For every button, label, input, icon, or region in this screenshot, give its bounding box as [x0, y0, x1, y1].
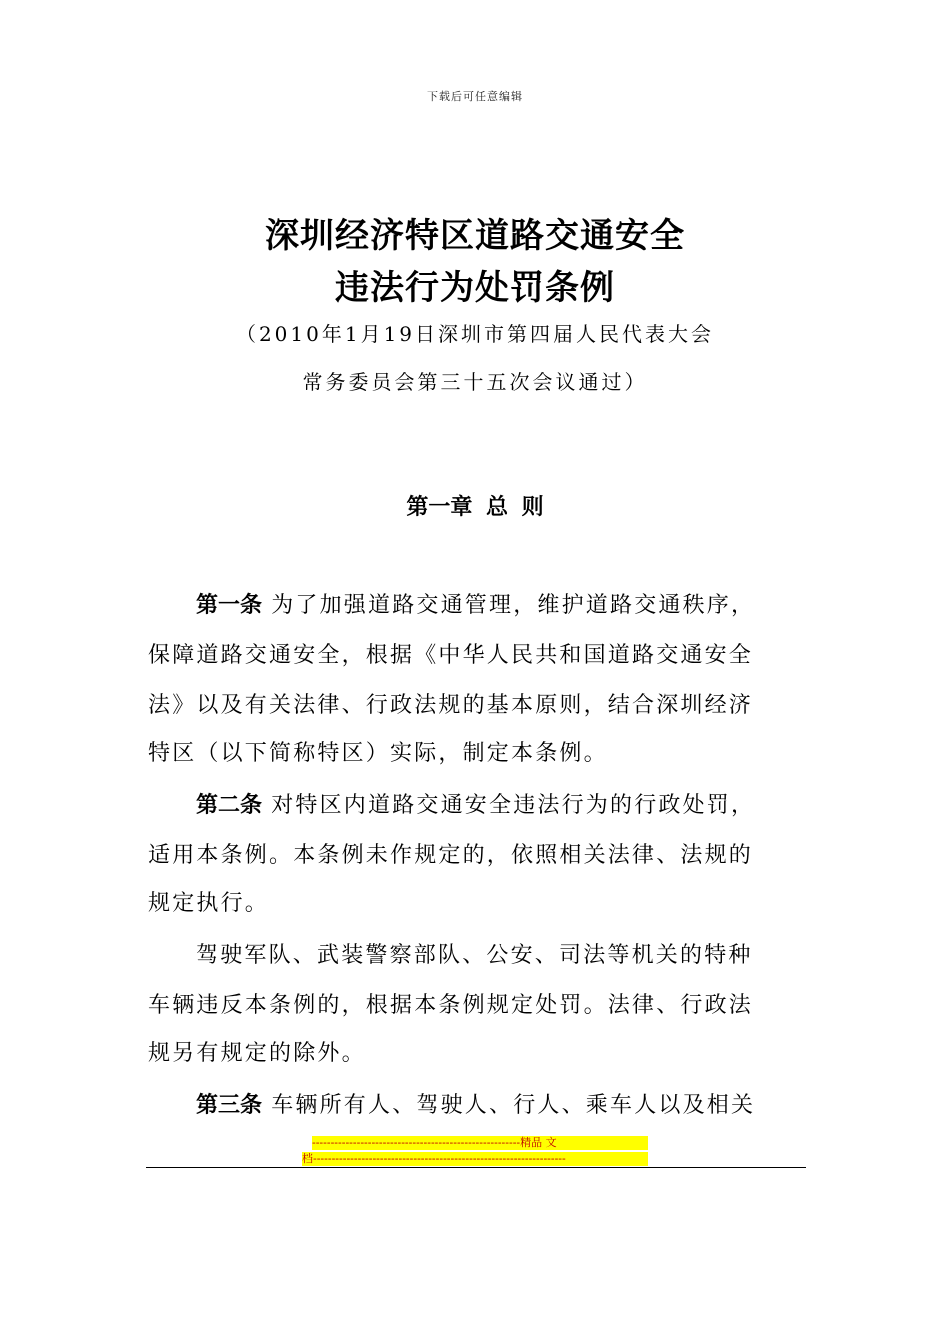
article-3-label: 第三条	[196, 1093, 263, 1118]
article-2-line3: 规定执行。	[148, 891, 270, 916]
article-1-label: 第一条	[196, 593, 263, 618]
header-note: 下载后可任意编辑	[427, 90, 523, 103]
article-2-line1	[196, 788, 808, 819]
article-1-text: 为了加强道路交通管理，维护道路交通秩序，	[262, 593, 756, 618]
chapter-heading: 第一章 总 则	[406, 495, 544, 520]
article-3-line1	[196, 1088, 808, 1119]
footer-watermark-line2: 档--------------------------------------------------------------------	[302, 1152, 648, 1166]
article-1-line3: 法》以及有关法律、行政法规的基本原则，结合深圳经济	[148, 693, 754, 718]
document-title-line1: 深圳经济特区道路交通安全	[265, 216, 685, 256]
footer-watermark-line1: --------------------------------------------------------精品 文	[312, 1136, 648, 1150]
article-2-text: 对特区内道路交通安全违法行为的行政处罚，	[262, 793, 756, 818]
adoption-note-line1: （2010年1月19日深圳市第四届人民代表大会	[235, 322, 715, 346]
article-2-para2-line1: 驾驶军队、武装警察部队、公安、司法等机关的特种	[196, 943, 753, 968]
article-1-line4: 特区（以下简称特区）实际，制定本条例。	[148, 741, 608, 766]
article-2-para2-line3: 规另有规定的除外。	[148, 1041, 366, 1066]
adoption-note-line2: 常务委员会第三十五次会议通过）	[302, 370, 648, 394]
article-3-text: 车辆所有人、驾驶人、行人、乘车人以及相关	[262, 1093, 756, 1118]
article-1-line1	[196, 588, 808, 619]
footer-divider	[146, 1167, 806, 1168]
article-2-line2: 适用本条例。本条例未作规定的，依照相关法律、法规的	[148, 843, 754, 868]
article-1-line2: 保障道路交通安全，根据《中华人民共和国道路交通安全	[148, 643, 754, 668]
article-2-label: 第二条	[196, 793, 263, 818]
article-2-para2-line2: 车辆违反本条例的，根据本条例规定处罚。法律、行政法	[148, 993, 754, 1018]
document-title-line2: 违法行为处罚条例	[335, 268, 615, 308]
